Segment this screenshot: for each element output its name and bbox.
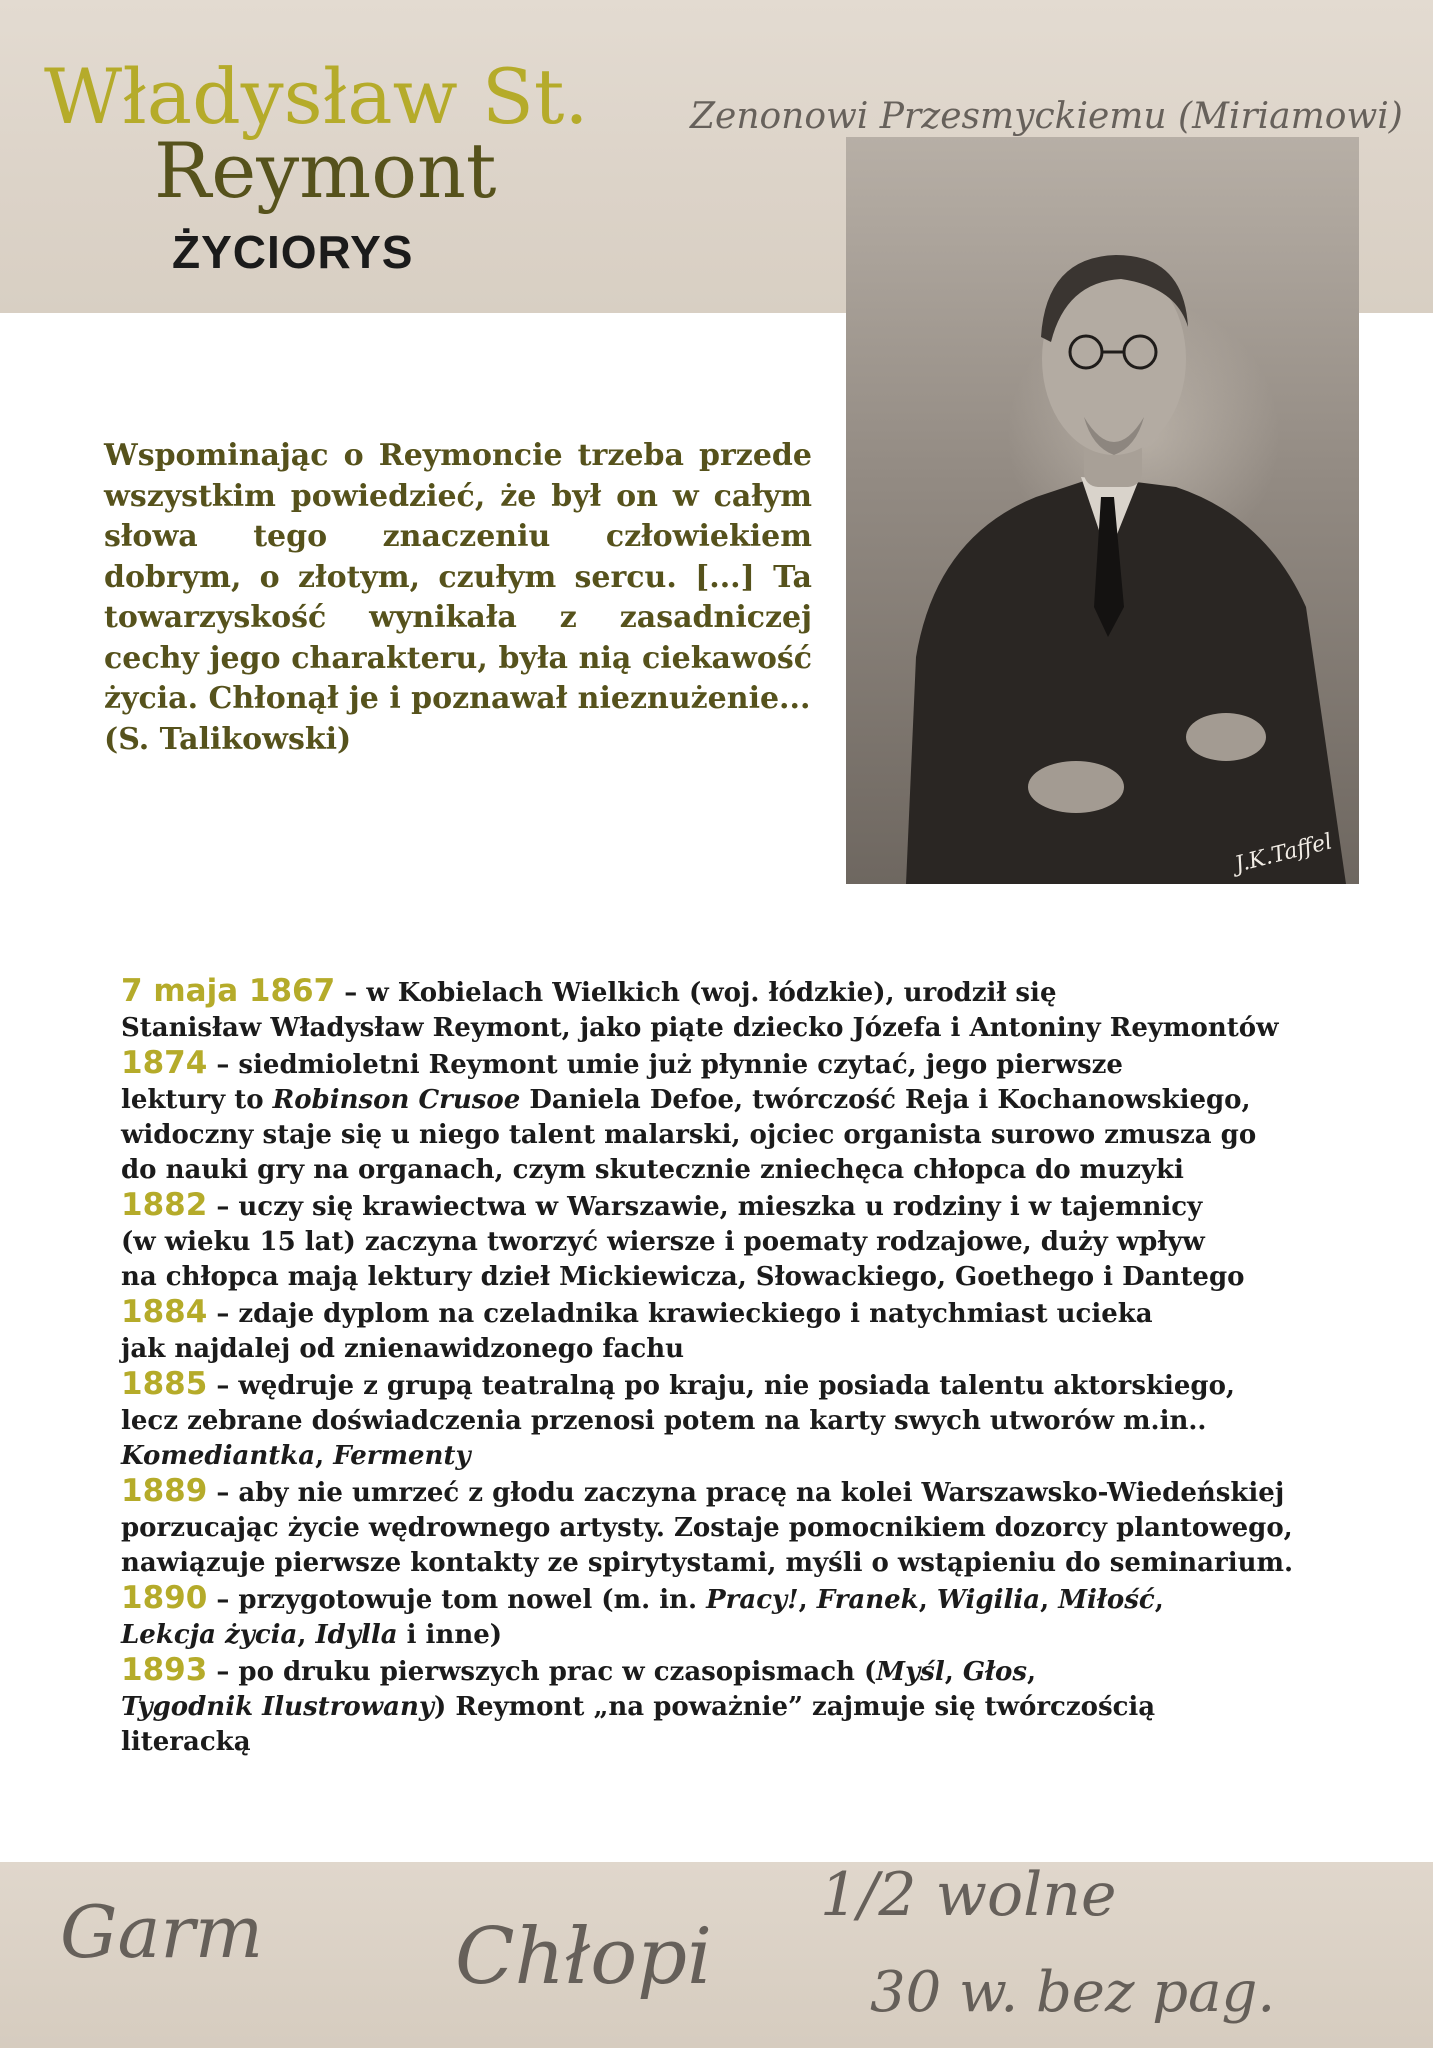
portrait-figure bbox=[846, 137, 1359, 884]
timeline-separator: – bbox=[335, 978, 367, 1008]
timeline-separator: – bbox=[207, 1657, 239, 1687]
timeline-year: 1882 bbox=[121, 1187, 208, 1223]
biography-timeline bbox=[121, 974, 1351, 1760]
timeline-year: 1885 bbox=[121, 1366, 208, 1402]
timeline-separator: – bbox=[207, 1585, 239, 1615]
title-first-name: Władysław St. bbox=[44, 52, 589, 141]
timeline-work-title: Franek bbox=[816, 1585, 919, 1615]
timeline-text: wędruje z grupą teatralną po kraju, nie posiada talentu aktorskiego, lecz zebrane doświadczenia przenosi potem na karty swych utworów m.in.. bbox=[121, 1371, 1235, 1436]
timeline-year: 1884 bbox=[121, 1294, 208, 1330]
timeline-text: w Kobielach Wielkich (woj. łódzkie), urodził się Stanisław Władysław Reymont, jako piąte dziecko Józefa i Antoniny Reymontów bbox=[121, 978, 1279, 1043]
timeline-text: ) Reymont „na poważnie” zajmuje się twórczością literacką bbox=[121, 1692, 1156, 1757]
timeline-entry bbox=[121, 1474, 1351, 1581]
timeline-separator: – bbox=[207, 1371, 239, 1401]
timeline-work-title: Miłość bbox=[1058, 1585, 1155, 1615]
timeline-work-title: Lekcja życia bbox=[121, 1620, 298, 1650]
timeline-text: , bbox=[944, 1657, 963, 1687]
title-last-name: Reymont bbox=[154, 126, 497, 215]
timeline-work-title: Wigilia bbox=[936, 1585, 1041, 1615]
timeline-year: 1874 bbox=[121, 1045, 208, 1081]
timeline-entry bbox=[121, 974, 1351, 1046]
quote-text: Wspominając o Reymoncie trzeba przede wszystkim powiedzieć, że był on w całym słowa tego znaczeniu człowiekiem dobrym, o złotym, czułym sercu. [...] Ta towarzyskość wynikała z zasadniczej cechy jego charakteru, była nią ciekawość życia. Chłonął je i poznawał nieznużenie... bbox=[104, 438, 812, 716]
timeline-text: aby nie umrzeć z głodu zaczyna pracę na kolei Warszawsko-Wiedeńskiej porzucając życie wędrownego artysty. Zostaje pomocnikiem dozorcy plantowego, nawiązuje pierwsze kontakty ze spirytystami, myśli o wstąpieniu do seminarium. bbox=[121, 1478, 1294, 1578]
timeline-separator: – bbox=[207, 1050, 239, 1080]
timeline-entry bbox=[121, 1653, 1351, 1760]
portrait-photo bbox=[846, 137, 1359, 884]
timeline-entry bbox=[121, 1295, 1351, 1367]
timeline-year: 1890 bbox=[121, 1580, 208, 1616]
timeline-separator: – bbox=[207, 1478, 239, 1508]
handwritten-dedication: Zenonowi Przesmyckiemu (Miriamowi) bbox=[690, 96, 1403, 137]
section-subtitle: ŻYCIORYS bbox=[172, 226, 414, 278]
timeline-year: 1889 bbox=[121, 1473, 208, 1509]
handwritten-book-title: Chłopi bbox=[455, 1912, 713, 2002]
timeline-work-title: Komediantka bbox=[121, 1441, 316, 1471]
timeline-text: , bbox=[297, 1620, 316, 1650]
timeline-text: uczy się krawiectwa w Warszawie, mieszka u rodziny i w tajemnicy (w wieku 15 lat) zaczyna tworzyć wiersze i poematy rodzajowe, duży wpływ na chłopca mają lektury dzieł Mickiewicza, Słowackiego, Goethego i Dantego bbox=[121, 1192, 1245, 1292]
timeline-entry bbox=[121, 1188, 1351, 1295]
timeline-text: , bbox=[798, 1585, 817, 1615]
timeline-work-title: Fermenty bbox=[333, 1441, 471, 1471]
timeline-year: 7 maja 1867 bbox=[121, 973, 336, 1009]
timeline-work-title: Pracy! bbox=[706, 1585, 799, 1615]
biography-quote bbox=[104, 436, 812, 760]
timeline-work-title: Tygodnik Ilustrowany bbox=[121, 1692, 435, 1722]
timeline-entry bbox=[121, 1046, 1351, 1188]
timeline-work-title: Robinson Crusoe bbox=[272, 1085, 521, 1115]
timeline-text: , bbox=[1154, 1585, 1164, 1615]
timeline-work-title: Idylla bbox=[315, 1620, 398, 1650]
timeline-text: , bbox=[918, 1585, 937, 1615]
timeline-work-title: Myśl bbox=[876, 1657, 945, 1687]
quote-author: (S. Talikowski) bbox=[104, 721, 352, 757]
timeline-entry bbox=[121, 1581, 1351, 1653]
timeline-text: po druku pierwszych prac w czasopismach ( bbox=[238, 1657, 877, 1687]
timeline-text: przygotowuje tom nowel (m. in. bbox=[238, 1585, 707, 1615]
timeline-year: 1893 bbox=[121, 1652, 208, 1688]
timeline-text: , bbox=[315, 1441, 334, 1471]
handwritten-note-right-top: 1/2 wolne bbox=[820, 1860, 1117, 1930]
timeline-work-title: Głos bbox=[962, 1657, 1027, 1687]
timeline-text: Daniela Defoe, twórczość Reja i Kochanowskiego, widoczny staje się u niego talent malarski, ojciec organista surowo zmusza go do nauki gry na organach, czym skutecznie zniechęca chłopca do muzyki bbox=[121, 1085, 1257, 1185]
timeline-text: i inne) bbox=[397, 1620, 503, 1650]
handwritten-note-right-bottom: 30 w. bez pag. bbox=[870, 1960, 1276, 2025]
timeline-text: siedmioletni Reymont umie już płynnie czytać, jego pierwsze lektury to bbox=[121, 1050, 1123, 1115]
timeline-separator: – bbox=[207, 1192, 239, 1222]
timeline-text: , bbox=[1027, 1657, 1037, 1687]
photographer-signature: J.K.Taffel bbox=[1232, 829, 1335, 878]
timeline-entry bbox=[121, 1367, 1351, 1474]
timeline-text: zdaje dyplom na czeladnika krawieckiego i natychmiast ucieka jak najdalej od znienawidzonego fachu bbox=[121, 1299, 1153, 1364]
timeline-text: , bbox=[1040, 1585, 1059, 1615]
timeline-separator: – bbox=[207, 1299, 239, 1329]
handwritten-note-left: Garm bbox=[60, 1890, 264, 1974]
